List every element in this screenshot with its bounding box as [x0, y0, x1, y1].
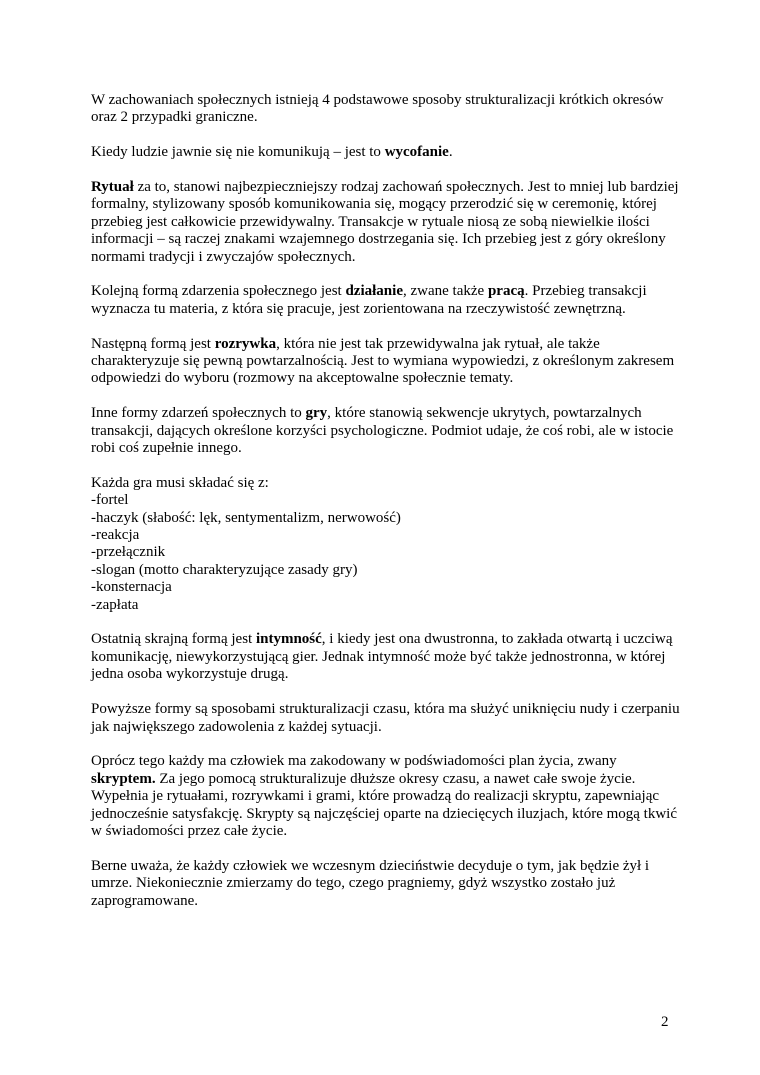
- list-item: -konsternacja: [91, 579, 172, 596]
- term-pastime: rozrywka: [214, 335, 277, 352]
- term-games: gry: [305, 405, 328, 422]
- paragraph-berne: Berne uważa, że każdy człowiek we wczesnym dzieciństwie decyduje o tym, jak będzie żył i umrze. Niekoniecznie zmierzamy do tego, czego pragniemy, gdyż wszystko zostało już zaprogramowane.: [91, 857, 650, 909]
- list-item: -haczyk (słabość: lęk, sentymentalizm, nerwowość): [91, 509, 401, 526]
- term-work: pracą: [487, 283, 525, 300]
- term-script: skryptem.: [91, 770, 156, 787]
- list-item: -zapłata: [91, 596, 139, 613]
- document-body: [91, 92, 681, 927]
- term-withdrawal: wycofanie: [384, 144, 449, 161]
- paragraph-script: Oprócz tego każdy ma człowiek ma zakodowany w podświadomości plan życia, zwany skryptem. Za jego pomocą strukturalizuje dłuższe okresy czasu, a nawet całe swoje życie. Wypełnia je rytuałami, rozrywkami i grami, które prowadzą do realizacji skryptu, zapewniając jednocześnie satysfakcję. Skrypty są najczęściej oparte na dziecięcych iluzjach, które mogą tkwić w świadomości przez całe życie.: [91, 753, 677, 839]
- paragraph-withdrawal: Kiedy ludzie jawnie się nie komunikują – jest to wycofanie.: [91, 144, 453, 161]
- paragraph-intro: W zachowaniach społecznych istnieją 4 podstawowe sposoby strukturalizacji krótkich okresów oraz 2 przypadki graniczne.: [91, 92, 664, 126]
- list-item: -fortel: [91, 492, 129, 509]
- term-activity: działanie: [345, 283, 403, 300]
- paragraph-ritual: Rytuał za to, stanowi najbezpieczniejszy rodzaj zachowań społecznych. Jest to mniej lub bardziej formalny, stylizowany sposób komunikowania się, mogący przerodzić się w ceremonię, której przebieg jest całkowicie przewidywalny. Transakcje w rytuale niosą ze sobą niewielkie ilości informacji – są raczej znakami wzajemnego dostrzegania się. Ich przebieg jest z góry określony normami tradycji i zwyczajów społecznych.: [91, 179, 679, 265]
- paragraph-activity: Kolejną formą zdarzenia społecznego jest działanie, zwane także pracą. Przebieg transakcji wyznacza tu materia, z która się pracuje, jest zorientowana na rzeczywistość zewnętrzną.: [91, 283, 647, 317]
- paragraph-time-structuring: Powyższe formy są sposobami strukturalizacji czasu, która ma służyć uniknięciu nudy i czerpaniu jak największego zadowolenia z każdej sytuacji.: [91, 701, 680, 735]
- game-elements-list: [91, 475, 681, 614]
- term-ritual: Rytuał: [91, 179, 134, 195]
- list-item: -reakcja: [91, 527, 140, 544]
- page-number: 2: [661, 1014, 669, 1030]
- list-intro: Każda gra musi składać się z:: [91, 474, 269, 491]
- list-item: -slogan (motto charakteryzujące zasady gry): [91, 561, 358, 578]
- list-item: -przełącznik: [91, 544, 166, 561]
- paragraph-intimacy: Ostatnią skrajną formą jest intymność, i kiedy jest ona dwustronna, to zakłada otwartą i uczciwą komunikację, niewykorzystującą gier. Jednak intymność może być także jednostronna, w której jedna osoba wykorzystuje drugą.: [91, 631, 673, 683]
- paragraph-games: Inne formy zdarzeń społecznych to gry, które stanowią sekwencje ukrytych, powtarzalnych transakcji, dających określone korzyści psychologiczne. Podmiot udaje, że coś robi, ale w istocie robi coś zupełnie innego.: [91, 405, 674, 457]
- paragraph-pastime: Następną formą jest rozrywka, która nie jest tak przewidywalna jak rytuał, ale także charakteryzuje się pewną powtarzalnością. Jest to wymiana wypowiedzi, z określonym zakresem odpowiedzi do wyboru (rozmowy na akceptowalne społecznie tematy.: [91, 335, 675, 387]
- term-intimacy: intymność: [255, 631, 322, 648]
